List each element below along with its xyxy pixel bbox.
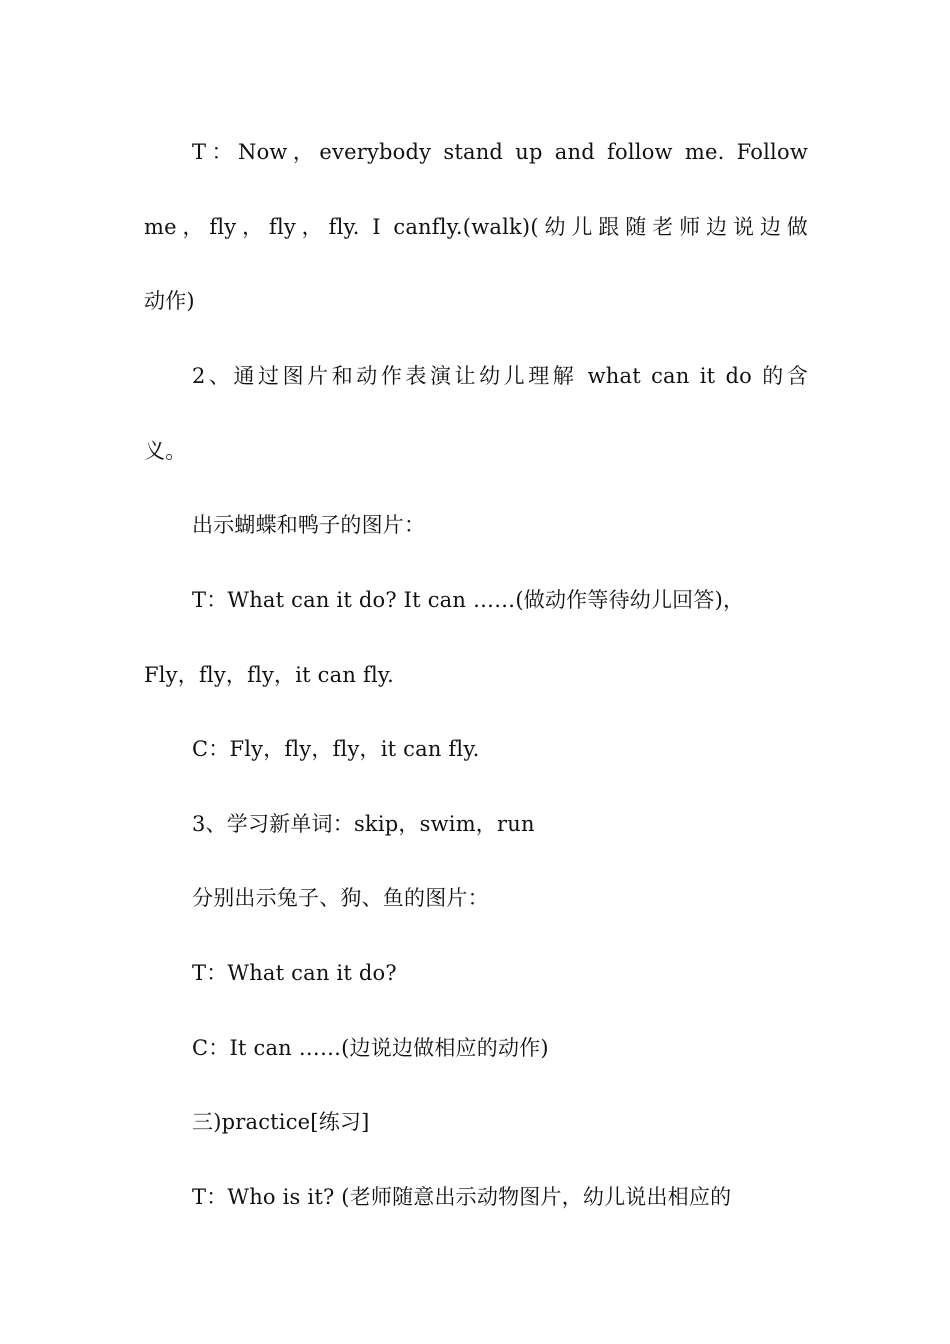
text-line-6: 出示蝴蝶和鸭子的图片：	[192, 513, 426, 537]
text-line-13: C：It can ……(边说边做相应的动作)	[192, 1036, 549, 1060]
text-line-10: 3、学习新单词：skip，swim，run	[192, 812, 535, 836]
text-line-7: T：What can it do? It can ……(做动作等待幼儿回答)，	[192, 588, 745, 612]
text-line-11: 分别出示兔子、狗、鱼的图片：	[192, 886, 489, 910]
text-line-9: C：Fly，fly，fly，it can fly.	[192, 737, 480, 761]
text-line-2: me，fly，fly，fly. I canfly.(walk)(幼儿跟随老师边说边做	[144, 215, 808, 239]
text-line-14: 三)practice[练习]	[192, 1110, 370, 1134]
text-line-8: Fly，fly，fly，it can fly.	[144, 663, 395, 687]
text-line-4: 2、通过图片和动作表演让幼儿理解 what can it do 的含	[192, 364, 808, 388]
text-line-1: T：Now，everybody stand up and follow me. Follow	[192, 140, 808, 164]
text-line-15: T：Who is it? (老师随意出示动物图片，幼儿说出相应的	[192, 1185, 732, 1209]
text-line-3: 动作)	[144, 289, 195, 313]
text-line-5: 义。	[144, 439, 187, 463]
text-line-12: T：What can it do?	[192, 961, 397, 985]
